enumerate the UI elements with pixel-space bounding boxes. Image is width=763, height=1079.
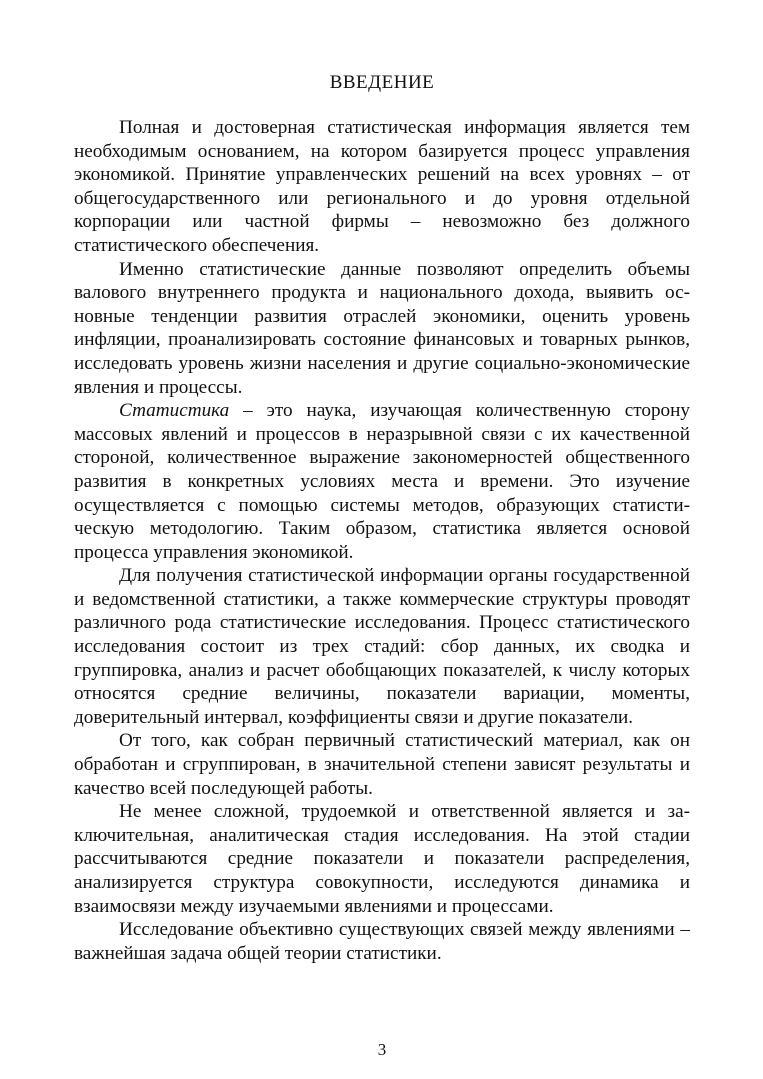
paragraph-7: Исследование объективно существующих связей между явлениями – важнейшая задача общей теории статистики. [74, 919, 690, 964]
paragraph-6: Не менее сложной, трудоемкой и ответственной является и заключительная, аналитическая стадия исследования. На этой стадии рассчитываются средние показатели и показатели распределения, анализируется структура совокупности, исследуются динамика и взаимосвязи между изучаемыми явлениями и процессами. [74, 801, 690, 917]
term-statistics: Статистика [119, 400, 230, 422]
page-title: ВВЕДЕНИЕ [329, 72, 435, 93]
document-page [74, 0, 690, 1079]
body-text [74, 116, 690, 965]
paragraph-4: Для получения статистической информации органы государственной и ведомственной статистики, а также коммерческие структуры проводят различного рода статистические исследования. Процесс статистического исследования состоит из трех стадий: сбор данных, их сводка и группировка, анализ и расчет обобщающих показателей, к числу которых относятся средние величины, показатели вариации, моменты, доверительный интервал, коэффициенты связи и другие показатели. [74, 565, 690, 728]
page-number: 3 [377, 1040, 387, 1059]
paragraph-3-text: – это наука, изучающая количественную сторону массовых явлений и процессов в неразрывной связи с их качественной стороной, количественное выражение закономерностей общественного развития в конкретных условиях места и времени. Это изучение осуществляется с помощью системы методов, образующих статистическую методологию. Таким образом, статистика является основой процесса управления экономикой. [74, 400, 690, 563]
paragraph-2: Именно статистические данные позволяют определить объемы валового внутреннего продукта и национального дохода, выявить основные тенденции развития отраслей экономики, оценить уровень инфляции, проанализировать состояние финансовых и товарных рынков, исследовать уровень жизни населения и другие социально-экономические явления и процессы. [74, 258, 690, 398]
paragraph-1: Полная и достоверная статистическая информация является тем необходимым основанием, на котором базируется процесс управления экономикой. Принятие управленческих решений на всех уровнях – от общегосударственного или регионального и до уровня отдельной корпорации или частной фирмы – невозможно без должного статистического обеспечения. [74, 117, 690, 256]
paragraph-3 [74, 399, 690, 564]
paragraph-5: От того, как собран первичный статистический материал, как он обработан и сгруппирован, в значительной степени зависят результаты и качество всей последующей работы. [74, 730, 690, 799]
